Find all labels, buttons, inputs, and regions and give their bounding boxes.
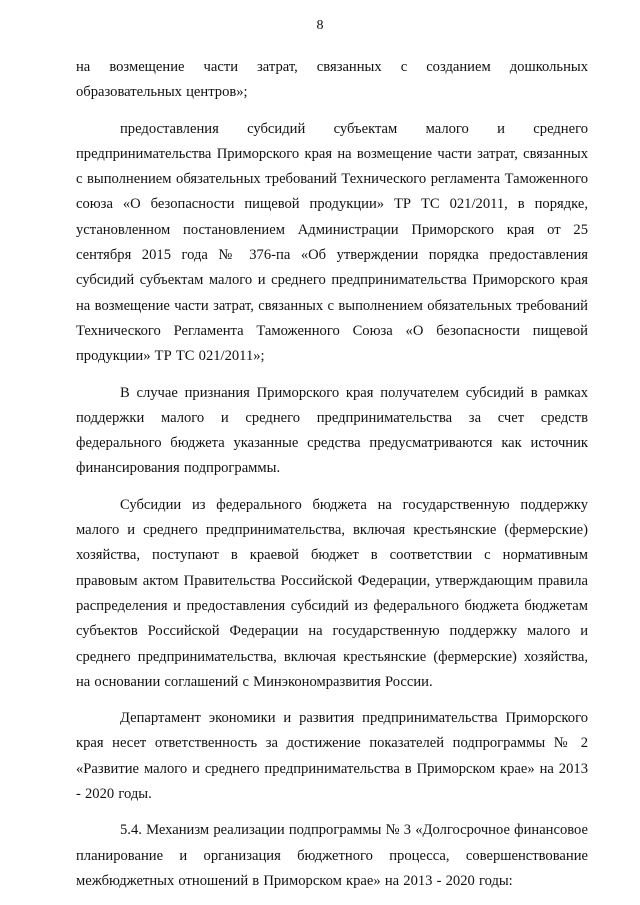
paragraph-federal-subsidies: Субсидии из федерального бюджета на государственную поддержку малого и среднего предпринимательства, включая крестьянские (фермерские) хозяйства, поступают в краевой бюджет в соответствии с нормативным правовым актом Правительства Российской Федерации, утверждающим правила распределения и предоставления субсидий из федерального бюджета бюджетам субъектов Российской Федерации на государственную поддержку малого и среднего предпринимательства, включая крестьянские (фермерские) хозяйства, на основании соглашений с Минэкономразвития России. [76,496,588,690]
paragraph-section-5-4: 5.4. Механизм реализации подпрограммы № 3 «Долгосрочное финансовое планирование и организация бюджетного процесса, совершенствование межбюджетных отношений в Приморском крае» на 2013 - 2020 годы: [76,822,588,889]
paragraph-continuation: на возмещение части затрат, связанных с созданием дошкольных образовательных центров»; [76,59,588,101]
paragraph-department-responsibility: Департамент экономики и развития предпринимательства Приморского края несет ответственность за достижение показателей подпрограммы № 2 «Развитие малого и среднего предпринимательства в Приморском крае» на 2013 - 2020 годы. [76,710,588,803]
document-body [76,55,588,905]
paragraph-subsidy-food-safety: предоставления субсидий субъектам малого и среднего предпринимательства Приморского края на возмещение части затрат, связанных с выполнением обязательных требований Технического регламента Таможенного союза «О безопасности пищевой продукции» ТР ТС 021/2011, в порядке, установленном постановлением Администрации Приморского края от 25 сентября 2015 года № 376-па «Об утверждении порядка предоставления субсидий субъектам малого и среднего предпринимательства Приморского края на возмещение части затрат, связанных с выполнением обязательных требований Технического Регламента Таможенного Союза «О безопасности пищевой продукции» ТР ТС 021/2011»; [76,120,588,365]
page-number: 8 [316,18,324,33]
paragraph-federal-budget-source: В случае признания Приморского края получателем субсидий в рамках поддержки малого и среднего предпринимательства за счет средств федерального бюджета указанные средства предусматриваются как источник финансирования подпрограммы. [76,384,588,477]
